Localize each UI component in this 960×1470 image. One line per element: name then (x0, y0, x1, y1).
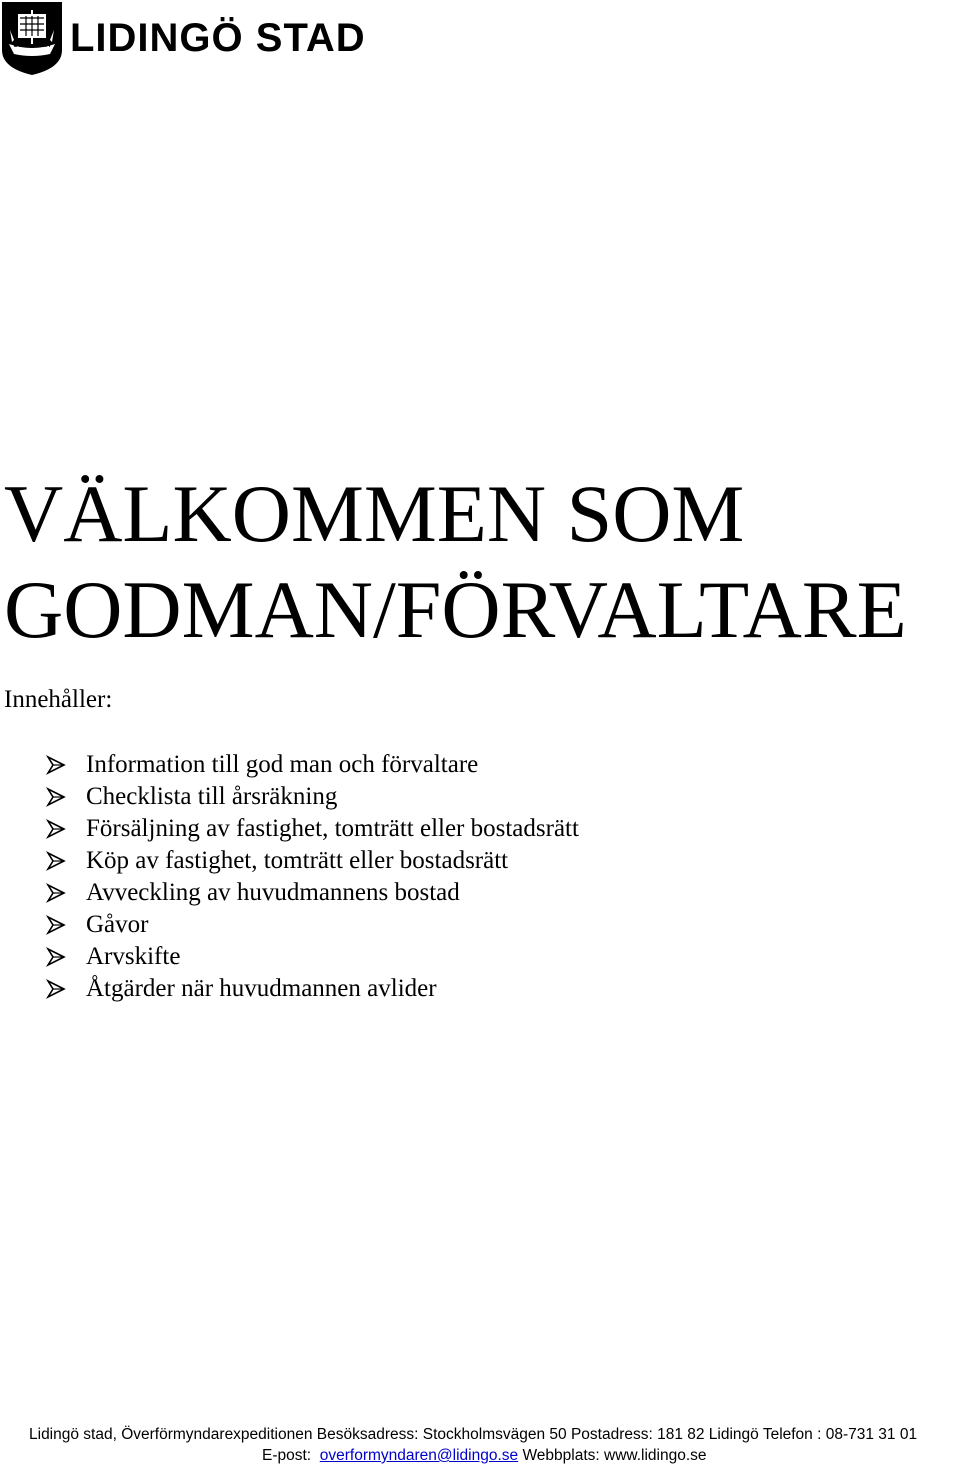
contents-list-item-label: Information till god man och förvaltare (86, 751, 479, 778)
footer-web: www.lidingo.se (604, 1447, 707, 1464)
viking-ship-shield-icon (0, 0, 64, 76)
arrow-bullet-icon (46, 819, 66, 839)
footer-contact (262, 1445, 707, 1467)
arrow-bullet-icon (46, 947, 66, 967)
footer-email-label: E-post: (262, 1447, 312, 1464)
contents-list-item-label: Gåvor (86, 911, 149, 938)
contents-list-item-label: Arvskifte (86, 943, 181, 970)
contents-label: Innehåller: (4, 686, 113, 713)
arrow-bullet-icon (46, 851, 66, 871)
footer-email-link[interactable]: overformyndaren@lidingo.se (319, 1447, 519, 1464)
contents-list-item (46, 877, 579, 909)
contents-list-item-label: Åtgärder när huvudmannen avlider (86, 975, 437, 1002)
arrow-bullet-icon (46, 755, 66, 775)
contents-list-item (46, 941, 579, 973)
arrow-bullet-icon (46, 979, 66, 999)
footer-address: Lidingö stad, Överförmyndarexpeditionen Besöksadress: Stockholmsvägen 50 Postadress: 181 82 Lidingö Telefon : 08-731 31 01 (29, 1426, 918, 1443)
title-line-2: GODMAN/FÖRVALTARE (4, 564, 907, 655)
arrow-bullet-icon (46, 915, 66, 935)
contents-list-item (46, 909, 579, 941)
footer-web-label: Webbplats: (522, 1447, 600, 1464)
contents-list-item (46, 749, 579, 781)
contents-list-item (46, 781, 579, 813)
contents-list-item (46, 813, 579, 845)
logo-text: LIDINGÖ STAD (70, 16, 366, 60)
page-title (4, 466, 907, 658)
contents-list-item-label: Avveckling av huvudmannens bostad (86, 879, 460, 906)
arrow-bullet-icon (46, 787, 66, 807)
title-line-1: VÄLKOMMEN SOM (4, 468, 745, 559)
contents-list-item (46, 845, 579, 877)
contents-list-item-label: Försäljning av fastighet, tomträtt eller bostadsrätt (86, 815, 579, 842)
arrow-bullet-icon (46, 883, 66, 903)
contents-list-item (46, 973, 579, 1005)
contents-list (46, 749, 579, 1005)
contents-list-item-label: Checklista till årsräkning (86, 783, 338, 810)
contents-list-item-label: Köp av fastighet, tomträtt eller bostadsrätt (86, 847, 509, 874)
